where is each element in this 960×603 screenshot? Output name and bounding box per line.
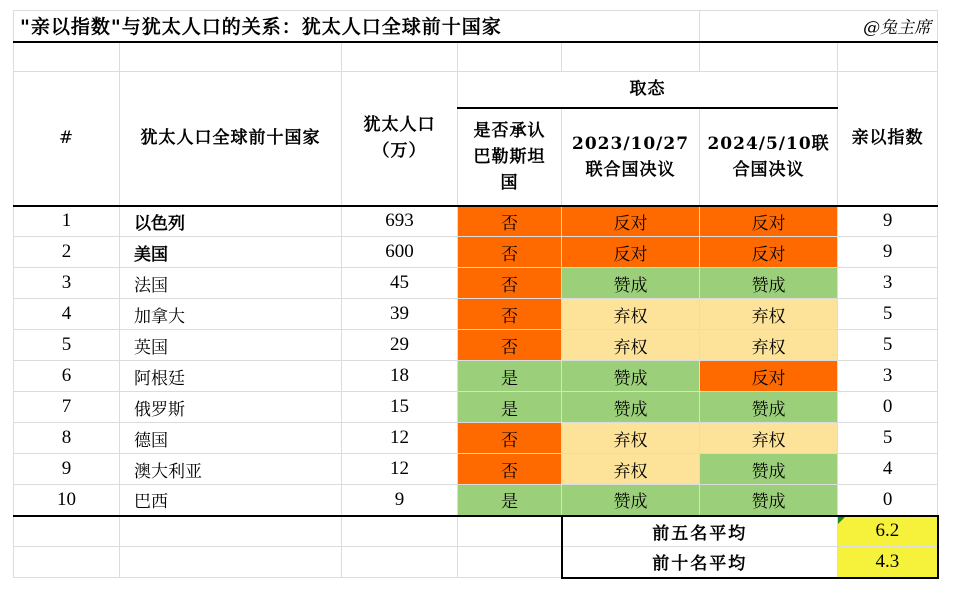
cell-vote-2023[interactable]: 赞成	[562, 485, 700, 516]
header-recognize-text: 是否承认巴勒斯坦国	[473, 120, 546, 193]
table-row	[14, 330, 938, 361]
cell-population[interactable]: 45	[342, 268, 458, 299]
average-top10-value[interactable]: 4.3	[838, 547, 938, 578]
cell-index[interactable]: 4	[838, 454, 938, 485]
cell-num[interactable]: 8	[14, 423, 120, 454]
cell-vote-2023[interactable]: 反对	[562, 237, 700, 268]
average-row-top10	[14, 547, 938, 578]
sheet-title[interactable]: "亲以指数"与犹太人口的关系：犹太人口全球前十国家	[14, 11, 700, 42]
empty-cell[interactable]	[562, 42, 700, 72]
header-population-text: 犹太人口（万）	[363, 115, 436, 162]
cell-vote-2024[interactable]: 赞成	[700, 454, 838, 485]
cell-num[interactable]: 9	[14, 454, 120, 485]
cell-population[interactable]: 12	[342, 454, 458, 485]
cell-country[interactable]: 美国	[120, 237, 342, 268]
cell-population[interactable]: 693	[342, 206, 458, 237]
cell-vote-2024[interactable]: 赞成	[700, 392, 838, 423]
cell-index[interactable]: 5	[838, 299, 938, 330]
cell-index[interactable]: 9	[838, 237, 938, 268]
average-top5-label[interactable]: 前五名平均	[562, 516, 838, 547]
table-row	[14, 206, 938, 237]
cell-vote-2023[interactable]: 反对	[562, 206, 700, 237]
cell-recognize[interactable]: 是	[458, 392, 562, 423]
empty-cell[interactable]	[700, 42, 838, 72]
header-population[interactable]	[342, 72, 458, 206]
empty-cell[interactable]	[14, 42, 120, 72]
cell-index[interactable]: 9	[838, 206, 938, 237]
cell-num[interactable]: 5	[14, 330, 120, 361]
table-row	[14, 299, 938, 330]
cell-vote-2024[interactable]: 反对	[700, 206, 838, 237]
cell-population[interactable]: 9	[342, 485, 458, 516]
cell-population[interactable]: 29	[342, 330, 458, 361]
cell-num[interactable]: 1	[14, 206, 120, 237]
cell-vote-2024[interactable]: 弃权	[700, 330, 838, 361]
cell-vote-2024[interactable]: 弃权	[700, 299, 838, 330]
empty-cell[interactable]	[120, 516, 342, 547]
table-row	[14, 361, 938, 392]
table-row	[14, 423, 938, 454]
spreadsheet-table	[13, 10, 939, 579]
empty-cell[interactable]	[14, 516, 120, 547]
header-num[interactable]: #	[14, 72, 120, 206]
cell-country[interactable]: 加拿大	[120, 299, 342, 330]
header-vote-2023-text: 2023/10/27联合国决议	[572, 133, 690, 180]
average-row-top5	[14, 516, 938, 547]
cell-vote-2023[interactable]: 弃权	[562, 454, 700, 485]
cell-vote-2023[interactable]: 赞成	[562, 268, 700, 299]
empty-cell[interactable]	[342, 42, 458, 72]
cell-index[interactable]: 3	[838, 268, 938, 299]
cell-recognize[interactable]: 是	[458, 485, 562, 516]
cell-recognize[interactable]: 否	[458, 237, 562, 268]
cell-index[interactable]: 0	[838, 485, 938, 516]
cell-index[interactable]: 0	[838, 392, 938, 423]
cell-vote-2024[interactable]: 赞成	[700, 268, 838, 299]
header-vote-2024-text: 2024/5/10联合国决议	[707, 133, 830, 180]
cell-population[interactable]: 18	[342, 361, 458, 392]
cell-vote-2023[interactable]: 弃权	[562, 299, 700, 330]
cell-population[interactable]: 12	[342, 423, 458, 454]
table-row	[14, 392, 938, 423]
cell-vote-2024[interactable]: 赞成	[700, 485, 838, 516]
table-row	[14, 454, 938, 485]
cell-num[interactable]: 2	[14, 237, 120, 268]
cell-num[interactable]: 6	[14, 361, 120, 392]
cell-recognize[interactable]: 是	[458, 361, 562, 392]
cell-recognize[interactable]: 否	[458, 268, 562, 299]
empty-cell[interactable]	[458, 516, 562, 547]
cell-recognize[interactable]: 否	[458, 423, 562, 454]
cell-vote-2024[interactable]: 反对	[700, 361, 838, 392]
cell-vote-2023[interactable]: 赞成	[562, 361, 700, 392]
header-country[interactable]	[120, 72, 342, 206]
cell-num[interactable]: 7	[14, 392, 120, 423]
cell-vote-2023[interactable]: 赞成	[562, 392, 700, 423]
cell-vote-2023[interactable]: 弃权	[562, 330, 700, 361]
cell-country[interactable]: 俄罗斯	[120, 392, 342, 423]
cell-country[interactable]: 英国	[120, 330, 342, 361]
header-stance-group[interactable]: 取态	[458, 72, 838, 108]
cell-num[interactable]: 10	[14, 485, 120, 516]
cell-country[interactable]: 澳大利亚	[120, 454, 342, 485]
cell-recognize[interactable]: 否	[458, 299, 562, 330]
cell-country[interactable]: 阿根廷	[120, 361, 342, 392]
header-vote-2023[interactable]	[562, 108, 700, 206]
cell-recognize[interactable]: 否	[458, 454, 562, 485]
cell-index[interactable]: 3	[838, 361, 938, 392]
cell-population[interactable]: 600	[342, 237, 458, 268]
empty-cell[interactable]	[458, 42, 562, 72]
cell-vote-2024[interactable]: 弃权	[700, 423, 838, 454]
cell-num[interactable]: 3	[14, 268, 120, 299]
empty-cell[interactable]	[120, 547, 342, 578]
cell-vote-2023[interactable]: 弃权	[562, 423, 700, 454]
cell-country[interactable]: 法国	[120, 268, 342, 299]
cell-recognize[interactable]: 否	[458, 206, 562, 237]
table-row	[14, 268, 938, 299]
cell-population[interactable]: 39	[342, 299, 458, 330]
empty-cell[interactable]	[14, 547, 120, 578]
cell-country[interactable]: 以色列	[120, 206, 342, 237]
empty-cell[interactable]	[342, 547, 458, 578]
header-vote-2024[interactable]	[700, 108, 838, 206]
cell-country[interactable]: 德国	[120, 423, 342, 454]
average-top10-label[interactable]: 前十名平均	[562, 547, 838, 578]
cell-index[interactable]: 5	[838, 423, 938, 454]
header-index[interactable]: 亲以指数	[838, 72, 938, 206]
cell-num[interactable]: 4	[14, 299, 120, 330]
empty-cell[interactable]	[458, 547, 562, 578]
empty-cell[interactable]	[838, 42, 938, 72]
empty-cell[interactable]	[342, 516, 458, 547]
table-row	[14, 237, 938, 268]
table-row	[14, 485, 938, 516]
empty-cell[interactable]	[120, 42, 342, 72]
header-country-text: 犹太人口全球前十国家	[140, 128, 321, 149]
cell-population[interactable]: 15	[342, 392, 458, 423]
cell-vote-2024[interactable]: 反对	[700, 237, 838, 268]
average-top5-value[interactable]: 6.2	[838, 516, 938, 547]
cell-recognize[interactable]: 否	[458, 330, 562, 361]
cell-country[interactable]: 巴西	[120, 485, 342, 516]
author-credit[interactable]: @兔主席	[700, 11, 938, 42]
cell-index[interactable]: 5	[838, 330, 938, 361]
header-recognize[interactable]	[458, 108, 562, 206]
